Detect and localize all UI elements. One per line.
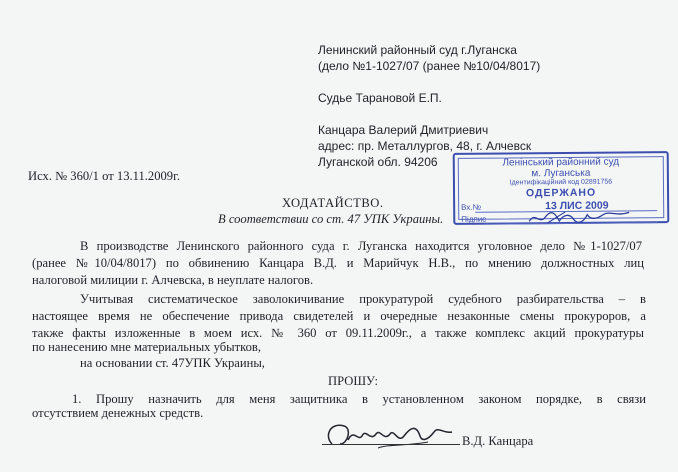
stamp-incoming-number-label: Вх.№ [461,202,482,212]
stamp-signature-label: Підпис [461,214,487,224]
stamp-received-label: ОДЕРЖАНО [525,186,597,200]
signer-name: В.Д. Канцара [462,434,534,448]
stamp-court-name: Ленінський районний суд [502,156,620,169]
sender-address-line2: Луганской обл. 94206 [318,155,438,169]
handwritten-signature [318,414,464,458]
paragraph1-line3: налоговой милиции г. Алчевска, в неуплате налогов. [32,273,314,287]
addressee-court: Ленинский районный суд г.Луганска [318,43,517,57]
request-heading: ПРОШУ: [328,374,378,388]
signature-line [322,444,460,445]
legal-basis: В соответствии со ст. 47 УПК Украины. [218,212,444,226]
document-title: ХОДАТАЙСТВО. [282,196,384,210]
addressee-judge: Судье Тарановой Е.П. [318,91,442,105]
addressee-case-number: (дело №1-1027/07 (ранее №10/04/8017) [318,59,541,73]
sender-name: Канцара Валерий Дмитриевич [318,123,489,137]
court-received-stamp [453,151,670,225]
stamp-id-code: Ідентифікаційний код 02891756 [509,178,613,187]
paragraph2-line1: Учитывая систематическое заволокичивание прокуратурой судебного разбирательства – в [80,292,646,306]
paragraph1-line2: (ранее №10/04/8017) по обвинению Канцара В.Д. и Марийчук Н.В., по мнению должностных лиц [32,256,644,270]
paragraph2-line3: также факты изложенные в моем исх. № 360 от 09.11.2009г., а также комплекс акций прокуратуры [32,326,644,340]
outgoing-reference: Исх. № 360/1 от 13.11.2009г. [28,169,180,183]
paragraph2-line2: настоящее время не обеспечение привода свидетелей и очередные незаконные смены прокуроров, а [32,309,646,323]
paragraph2-line5: на основании ст. 47УПК Украины, [80,356,265,370]
stamp-date: 13 ЛИС 2009 [545,199,609,213]
stamp-city: м. Луганська [531,167,591,180]
paragraph1-line1: В производстве Ленинского районного суда г. Луганска находится уголовное дело №1-1027/07 [80,239,642,253]
request-item-line2: отсутствием денежных средств. [32,406,204,420]
sender-address-line1: адрес: пр. Металлургов, 48, г. Алчевск [318,139,532,153]
paragraph2-line4: по нанесению мне материальных убытков, [32,340,261,354]
request-item-line1: 1. Прошу назначить для меня защитника в установленном законом порядке, в связи [72,392,646,406]
stamp-clerk-signature [525,208,635,227]
